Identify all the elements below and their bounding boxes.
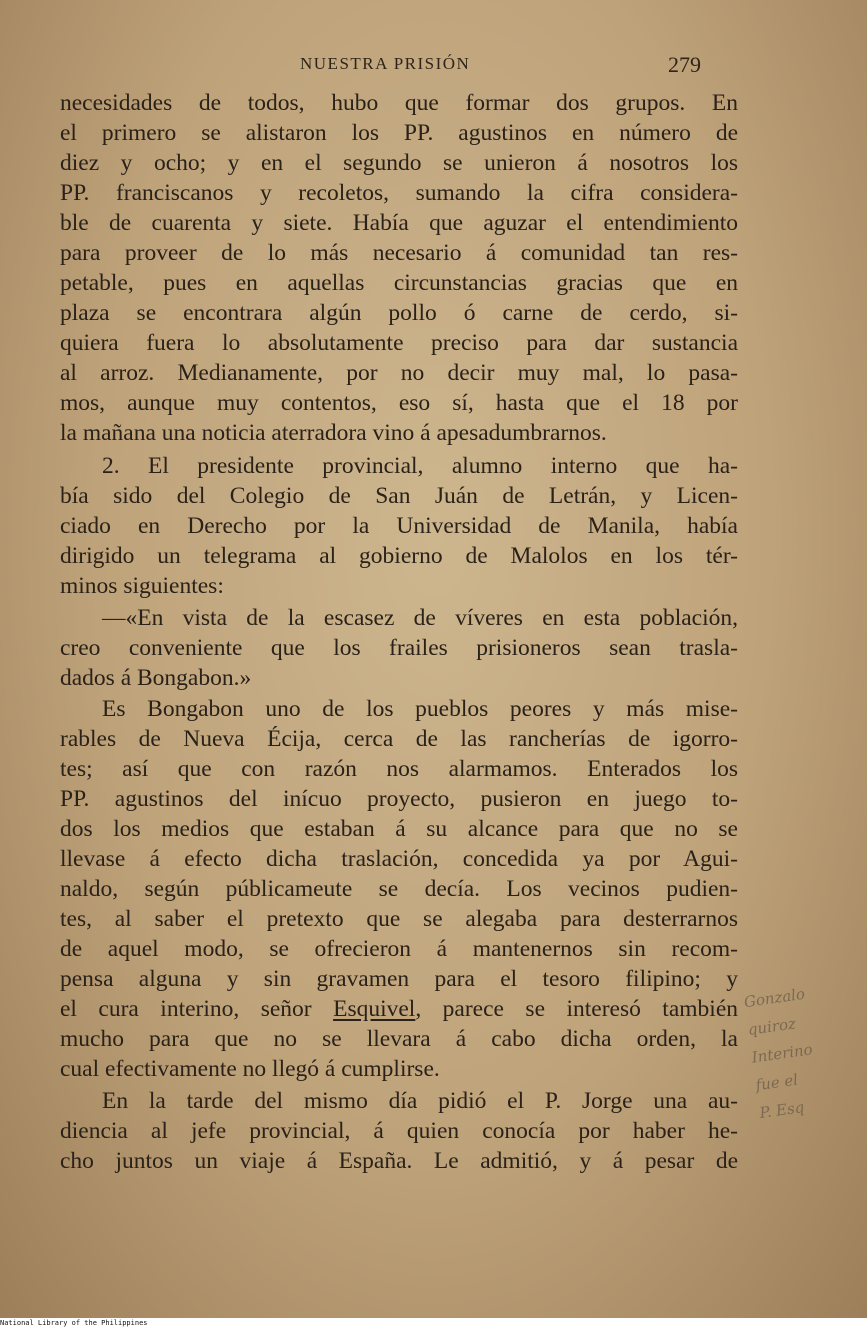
text-line: En la tarde del mismo día pidió el P. Jorge una au- <box>102 1088 738 1114</box>
text-line <box>60 994 738 1024</box>
text-line: al arroz. Medianamente, por no decir muy mal, lo pasa- <box>60 360 738 386</box>
marginalia-line: quiroz <box>746 1014 797 1039</box>
page-number: 279 <box>668 52 701 77</box>
text-line: Es Bongabon uno de los pueblos peores y más mise- <box>102 696 738 722</box>
text-line: creo conveniente que los frailes prisioneros sean trasla- <box>60 635 738 661</box>
text-line: petable, pues en aquellas circunstancias gracias que en <box>60 270 738 296</box>
text-line: tes, al saber el pretexto que se alegaba para desterrarnos <box>60 906 738 932</box>
running-head-title: NUESTRA PRISIÓN <box>300 54 471 73</box>
text-line: dirigido un telegrama al gobierno de Malolos en los tér- <box>60 543 738 569</box>
text-line: bía sido del Colegio de San Juán de Letrán, y Licen- <box>60 483 738 509</box>
text-line: dos los medios que estaban á su alcance para que no se <box>60 816 738 842</box>
text-line: llevase á efecto dicha traslación, concedida ya por Agui- <box>60 846 738 872</box>
text-line: cho juntos un viaje á España. Le admitió, y á pesar de <box>60 1148 738 1174</box>
text-line: plaza se encontrara algún pollo ó carne de cerdo, si- <box>60 300 738 326</box>
text-line: la mañana una noticia aterradora vino á apesadumbrarnos. <box>60 420 607 446</box>
running-head <box>60 52 810 80</box>
text-line: ciado en Derecho por la Universidad de Manila, había <box>60 513 738 539</box>
underlined-name: Esquivel <box>333 996 416 1022</box>
handwritten-marginalia <box>742 973 867 1137</box>
text-line: diez y ocho; y en el segundo se unieron á nosotros los <box>60 150 738 176</box>
marginalia-line: fue el <box>754 1070 800 1095</box>
text-line: pensa alguna y sin gravamen para el tesoro filipino; y <box>60 966 738 992</box>
text-line: quiera fuera lo absolutamente preciso para dar sustancia <box>60 330 738 356</box>
text-line: PP. agustinos del inícuo proyecto, pusieron en juego to- <box>60 786 738 812</box>
text-line: cual efectivamente no llegó á cumplirse. <box>60 1056 440 1082</box>
text-line: naldo, según públicameute se decía. Los vecinos pudien- <box>60 876 738 902</box>
text-line: diencia al jefe provincial, á quien conocía por haber he- <box>60 1118 738 1144</box>
text-line: de aquel modo, se ofrecieron á mantenernos sin recom- <box>60 936 738 962</box>
text-fragment: el cura interino, señor <box>60 996 334 1022</box>
text-line: mucho para que no se llevara á cabo dicha orden, la <box>60 1026 738 1052</box>
text-line: minos siguientes: <box>60 573 224 599</box>
text-line: 2. El presidente provincial, alumno interno que ha- <box>102 453 738 479</box>
text-line: dados á Bongabon.» <box>60 665 252 691</box>
text-line: tes; así que con razón nos alarmamos. Enterados los <box>60 756 738 782</box>
text-line: ble de cuarenta y siete. Había que aguzar el entendimiento <box>60 210 738 236</box>
text-line: mos, aunque muy contentos, eso sí, hasta que el 18 por <box>60 390 738 416</box>
marginalia-line: Interino <box>750 1040 814 1067</box>
marginalia-line: Gonzalo <box>742 984 807 1012</box>
library-stamp: National Library of the Philippines <box>0 1319 300 1328</box>
text-line: para proveer de lo más necesario á comunidad tan res- <box>60 240 738 266</box>
text-line: —«En vista de la escasez de víveres en esta población, <box>102 605 738 631</box>
text-line: rables de Nueva Écija, cerca de las rancherías de igorro- <box>60 726 738 752</box>
text-fragment: , parece se interesó también <box>415 996 738 1022</box>
text-line: PP. franciscanos y recoletos, sumando la cifra considera- <box>60 180 738 206</box>
marginalia-line: P. Esq <box>758 1098 806 1123</box>
text-line: necesidades de todos, hubo que formar dos grupos. En <box>60 90 738 116</box>
text-line: el primero se alistaron los PP. agustinos en número de <box>60 120 738 146</box>
